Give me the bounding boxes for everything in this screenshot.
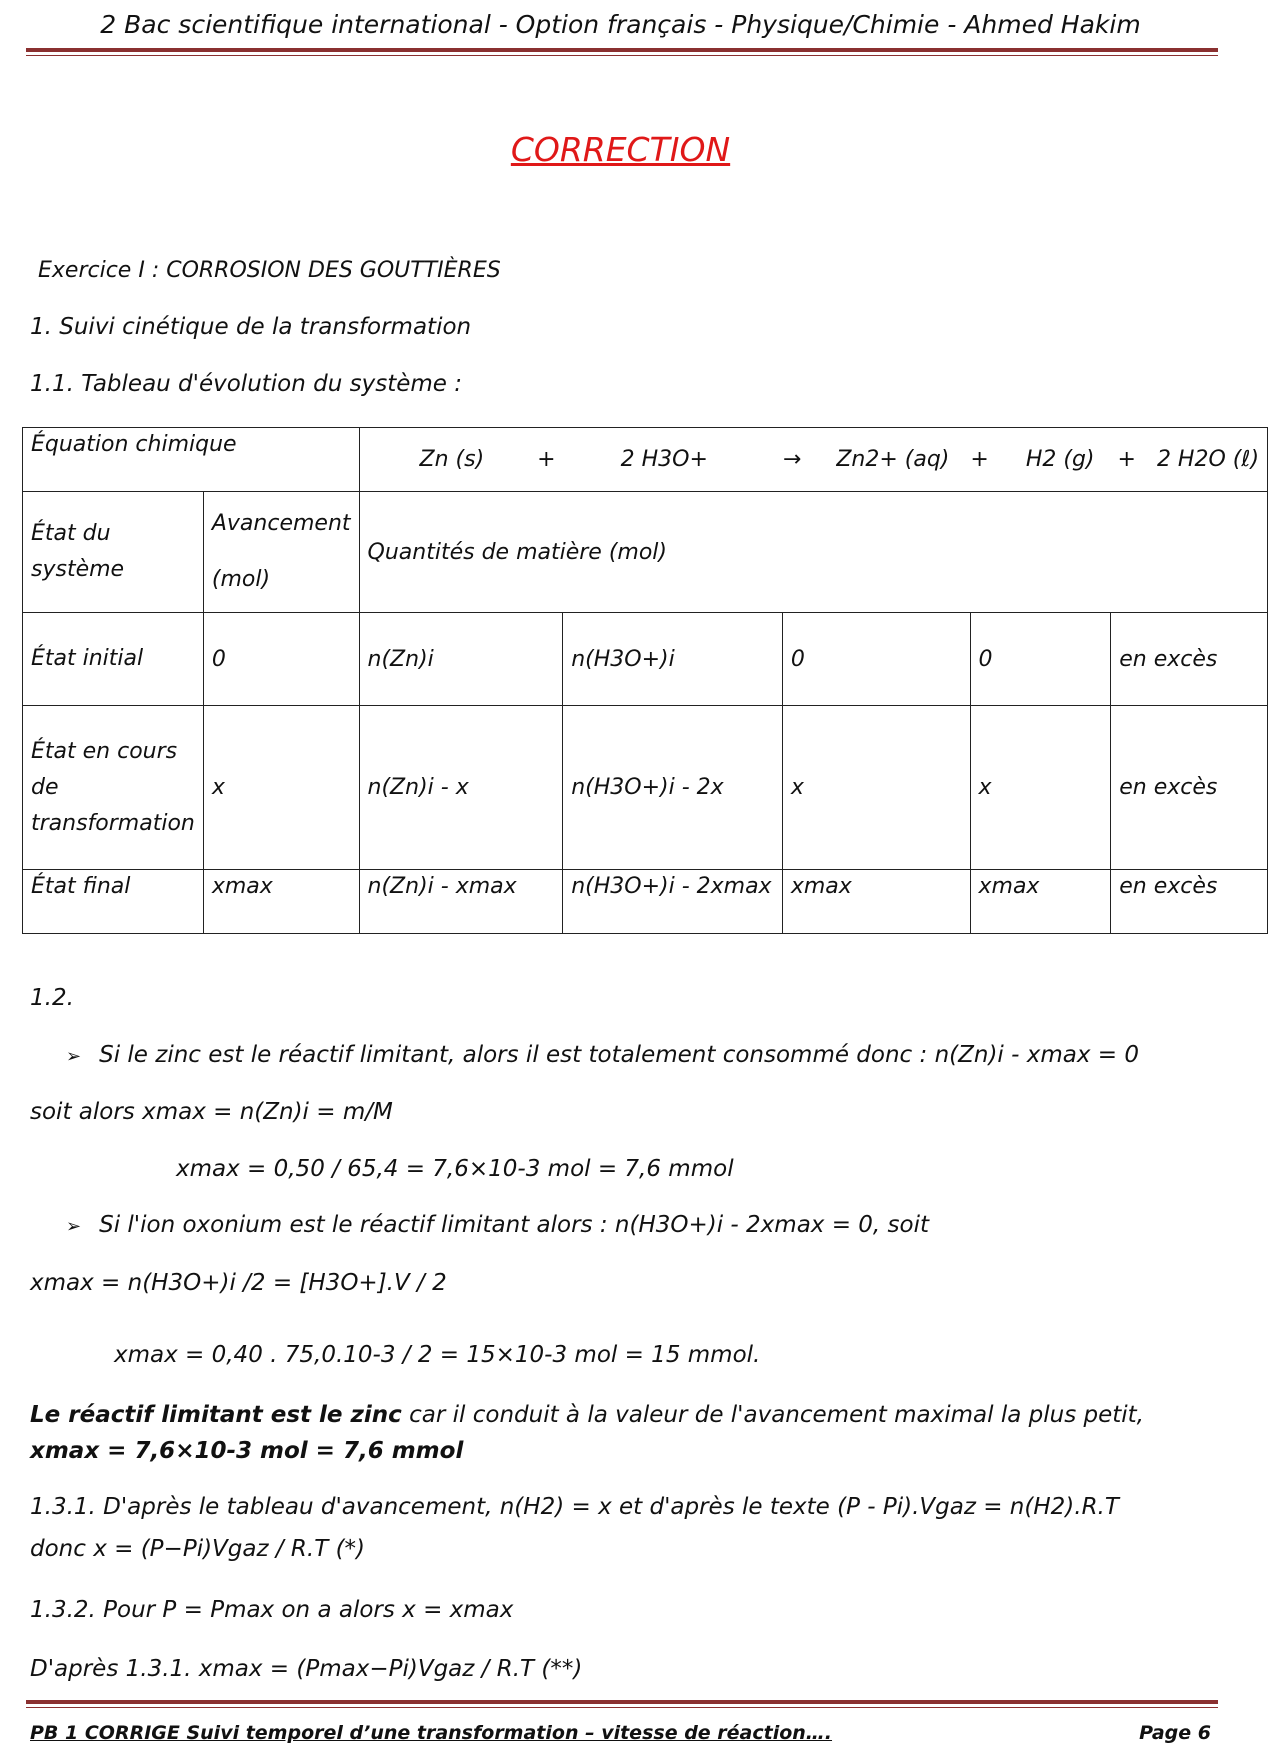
footer-rule <box>26 1700 1218 1704</box>
eq-h2o: 2 H2O (ℓ) <box>1156 447 1260 472</box>
chemical-equation <box>359 428 1268 492</box>
conclusion-rest: car il conduit à la valeur de l'avancement maximal la plus petit, <box>401 1402 1144 1428</box>
bullet-oxonium-text: Si l'ion oxonium est le réactif limitant alors : n(H3O+)i - 2xmax = 0, soit <box>99 1212 930 1238</box>
row-progress-zn: n(Zn)i - x <box>359 706 563 870</box>
section-1-3-3: D'après 1.3.1. xmax = (Pmax−Pi)Vgaz / R.T (**) <box>30 1656 583 1682</box>
footer-page-number: Page 6 <box>1139 1722 1211 1744</box>
row-final-adv: xmax <box>203 870 359 934</box>
eq-h3o: 2 H3O+ <box>620 447 708 472</box>
avancement-label: Avancement (mol) <box>203 492 359 613</box>
equation-label: Équation chimique <box>23 428 360 492</box>
row-final-state: État final <box>23 870 204 934</box>
arrow-bullet-icon: ➢ <box>66 1046 82 1067</box>
row-final-zn: n(Zn)i - xmax <box>359 870 563 934</box>
conclusion-value: xmax = 7,6×10-3 mol = 7,6 mmol <box>30 1438 464 1464</box>
row-progress-h3o: n(H3O+)i - 2x <box>563 706 783 870</box>
exercise-title: Exercice I : CORROSION DES GOUTTIÈRES <box>38 258 501 283</box>
row-initial-zn2: 0 <box>782 613 970 706</box>
conclusion-bold: Le réactif limitant est le zinc <box>30 1402 402 1428</box>
row-initial-h2o: en excès <box>1111 613 1268 706</box>
footer-left: PB 1 CORRIGE Suivi temporel d’une transformation – vitesse de réaction…. <box>30 1722 833 1744</box>
conclusion-line <box>30 1402 1144 1428</box>
page-header: 2 Bac scientifique international - Option français - Physique/Chimie - Ahmed Hakim <box>100 10 1141 39</box>
soit-line: soit alors xmax = n(Zn)i = m/M <box>30 1099 393 1125</box>
eq-zn2: Zn2+ (aq) <box>836 447 950 472</box>
bullet-zinc-text: Si le zinc est le réactif limitant, alors il est totalement consommé donc : n(Zn)i - xmax = 0 <box>99 1042 1139 1068</box>
row-initial-h2: 0 <box>970 613 1111 706</box>
calc-oxonium-formula: xmax = n(H3O+)i /2 = [H3O+].V / 2 <box>30 1270 447 1296</box>
eq-plus-2: + <box>970 447 989 472</box>
section-1-3-2: 1.3.2. Pour P = Pmax on a alors x = xmax <box>30 1597 514 1623</box>
row-progress-h2: x <box>970 706 1111 870</box>
header-rule-thin <box>26 55 1218 56</box>
footer-rule-thin <box>26 1707 1218 1708</box>
eq-arrow: → <box>782 447 802 472</box>
header-rule <box>26 48 1218 52</box>
row-initial-adv: 0 <box>203 613 359 706</box>
arrow-bullet-icon: ➢ <box>66 1216 82 1237</box>
row-final-zn2: xmax <box>782 870 970 934</box>
state-label: État du système <box>23 492 204 613</box>
row-final-h3o: n(H3O+)i - 2xmax <box>563 870 783 934</box>
section-1-title: 1. Suivi cinétique de la transformation <box>30 314 472 340</box>
row-progress-h2o: en excès <box>1111 706 1268 870</box>
bullet-zinc <box>66 1042 1139 1068</box>
section-1-1-title: 1.1. Tableau d'évolution du système : <box>30 371 462 397</box>
row-final-h2o: en excès <box>1111 870 1268 934</box>
quantites-label: Quantités de matière (mol) <box>359 492 1268 613</box>
section-1-3-1-line2: donc x = (P−Pi)Vgaz / R.T (*) <box>30 1536 366 1562</box>
row-progress-zn2: x <box>782 706 970 870</box>
eq-plus-3: + <box>1117 447 1136 472</box>
row-initial-state: État initial <box>23 613 204 706</box>
page-title: CORRECTION <box>510 130 731 169</box>
row-progress-state: État en cours de transformation <box>23 706 204 870</box>
row-final-h2: xmax <box>970 870 1111 934</box>
section-1-2-label: 1.2. <box>30 985 74 1011</box>
row-initial-zn: n(Zn)i <box>359 613 563 706</box>
eq-h2: H2 (g) <box>1025 447 1095 472</box>
eq-plus-1: + <box>537 447 556 472</box>
eq-zn: Zn (s) <box>419 447 485 472</box>
bullet-oxonium <box>66 1212 929 1238</box>
row-initial-h3o: n(H3O+)i <box>563 613 783 706</box>
evolution-table <box>22 427 1268 934</box>
section-1-3-1-line1: 1.3.1. D'après le tableau d'avancement, n(H2) = x et d'après le texte (P - Pi).Vgaz = n(H2).R.T <box>30 1494 1119 1520</box>
calc-zinc: xmax = 0,50 / 65,4 = 7,6×10-3 mol = 7,6 mmol <box>176 1156 734 1182</box>
row-progress-adv: x <box>203 706 359 870</box>
calc-oxonium-value: xmax = 0,40 . 75,0.10-3 / 2 = 15×10-3 mol = 15 mmol. <box>114 1342 761 1368</box>
